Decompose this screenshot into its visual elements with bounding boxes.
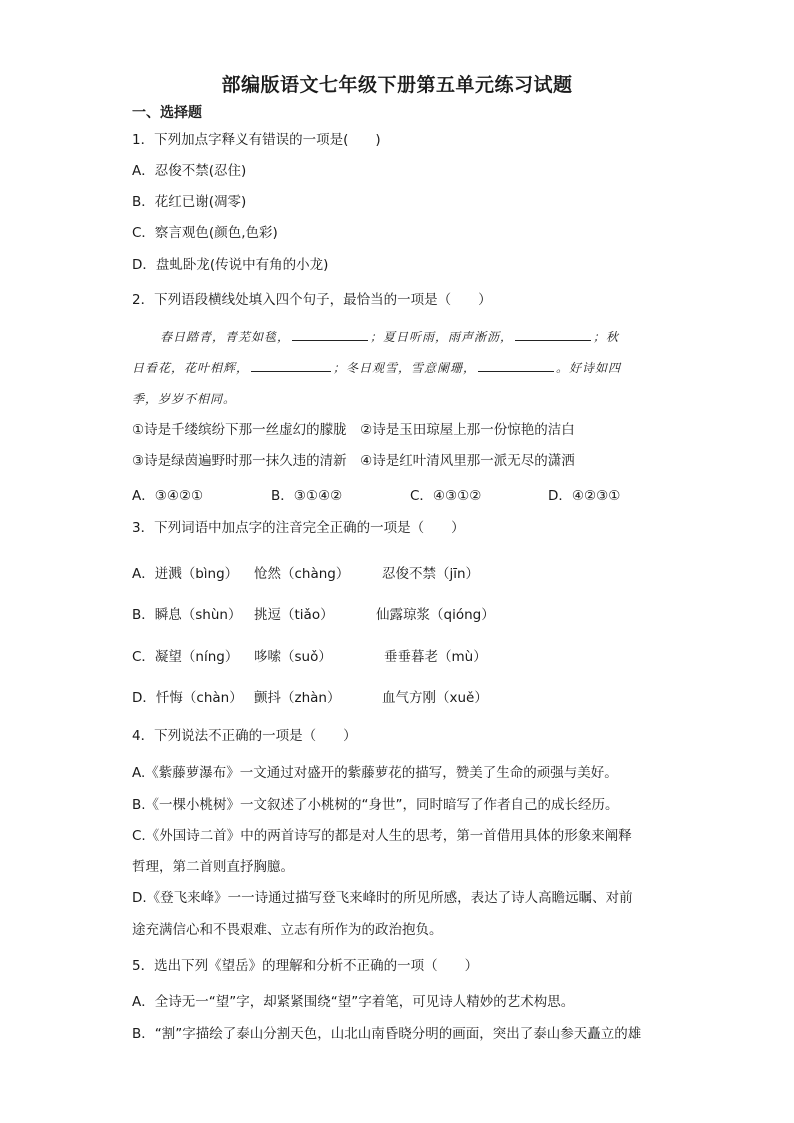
question-3-option-d-word-1: D．忏悔（chàn） bbox=[132, 690, 243, 706]
question-1-stem: 1．下列加点字释义有错误的一项是( ) bbox=[132, 132, 381, 148]
question-4-option-d-continued: 途充满信心和不畏艰难、立志有所作为的政治抱负。 bbox=[132, 922, 443, 938]
question-3-option-a-word-1: A．迸溅（bìng） bbox=[132, 566, 239, 582]
question-1-option-c: C．察言观色(颜色,色彩) bbox=[132, 225, 278, 241]
question-1-option-a: A．忍俊不禁(忍住) bbox=[132, 163, 247, 179]
section-heading: 一、选择题 bbox=[132, 105, 202, 121]
question-2-option-d: D．④②③① bbox=[548, 488, 621, 504]
question-3-option-a-word-3: 忍俊不禁（jīn） bbox=[382, 566, 480, 582]
question-4-option-c-continued: 哲理，第二首则直抒胸臆。 bbox=[132, 859, 294, 875]
passage-text: ；秋 bbox=[593, 330, 620, 344]
question-5-option-a: A．全诗无一“望”字，却紧紧围绕“望”字着笔，可见诗人精妙的艺术构思。 bbox=[132, 994, 575, 1010]
question-3-option-a-word-2: 怆然（chàng） bbox=[254, 566, 350, 582]
question-3-option-c-word-2: 哆嗦（suǒ） bbox=[254, 649, 332, 665]
question-2-option-c: C．④③①② bbox=[410, 488, 482, 504]
fill-blank bbox=[292, 328, 368, 341]
passage-text: 日看花，花叶相辉， bbox=[132, 361, 250, 375]
question-2-items-line-1: ①诗是千缕缤纷下那一丝虚幻的朦胧 ②诗是玉田琼屋上那一份惊艳的洁白 bbox=[132, 422, 575, 438]
passage-text: ；夏日听雨，雨声淅沥， bbox=[370, 330, 514, 344]
question-2-items-line-2: ③诗是绿茵遍野时那一抹久违的清新 ④诗是红叶清风里那一派无尽的潇洒 bbox=[132, 453, 575, 469]
question-2-passage-line-1 bbox=[160, 328, 619, 346]
question-3-option-b-word-2: 挑逗（tiǎo） bbox=[254, 607, 334, 623]
question-3-option-c-word-1: C．凝望（níng） bbox=[132, 649, 239, 665]
passage-text: 春日踏青，青芜如毯， bbox=[160, 330, 291, 344]
question-5-option-b: B．“割”字描绘了泰山分割天色，山北山南昏晓分明的画面，突出了泰山参天矗立的雄 bbox=[132, 1026, 642, 1042]
question-3-option-b-word-1: B．瞬息（shùn） bbox=[132, 607, 242, 623]
question-3-stem: 3．下列词语中加点字的注音完全正确的一项是（ ） bbox=[132, 520, 465, 536]
fill-blank bbox=[251, 359, 331, 372]
question-2-stem: 2．下列语段横线处填入四个句子，最恰当的一项是（ ） bbox=[132, 292, 492, 308]
question-2-option-b: B．③①④② bbox=[271, 488, 343, 504]
question-3-option-d-word-3: 血气方刚（xuě） bbox=[382, 690, 488, 706]
question-2-passage-line-2 bbox=[132, 359, 621, 377]
question-3-option-b-word-3: 仙露琼浆（qióng） bbox=[376, 607, 495, 623]
question-4-option-d: D.《登飞来峰》一一诗通过描写登飞来峰时的所见所感，表达了诗人高瞻远瞩、对前 bbox=[132, 890, 633, 906]
fill-blank bbox=[515, 328, 591, 341]
question-5-stem: 5．选出下列《望岳》的理解和分析不正确的一项（ ） bbox=[132, 958, 479, 974]
question-3-option-c-word-3: 垂垂暮老（mù） bbox=[384, 649, 487, 665]
question-1-option-d: D．盘虬卧龙(传说中有角的小龙) bbox=[132, 257, 329, 273]
question-4-stem: 4．下列说法不正确的一项是（ ） bbox=[132, 728, 357, 744]
passage-text: ；冬日观雪，雪意阑珊， bbox=[333, 361, 477, 375]
passage-text: 。好诗如四 bbox=[556, 361, 622, 375]
question-2-passage-line-3: 季，岁岁不相同。 bbox=[132, 392, 237, 406]
question-4-option-c: C.《外国诗二首》中的两首诗写的都是对人生的思考，第一首借用具体的形象来阐释 bbox=[132, 828, 632, 844]
question-3-option-d-word-2: 颤抖（zhàn） bbox=[254, 690, 341, 706]
question-2-option-a: A．③④②① bbox=[132, 488, 204, 504]
question-4-option-b: B.《一棵小桃树》一文叙述了小桃树的“身世”，同时暗写了作者自己的成长经历。 bbox=[132, 797, 619, 813]
question-4-option-a: A.《紫藤萝瀑布》一文通过对盛开的紫藤萝花的描写，赞美了生命的顽强与美好。 bbox=[132, 765, 618, 781]
question-1-option-b: B．花红已谢(凋零) bbox=[132, 194, 247, 210]
page-title: 部编版语文七年级下册第五单元练习试题 bbox=[221, 74, 573, 96]
fill-blank bbox=[478, 359, 554, 372]
